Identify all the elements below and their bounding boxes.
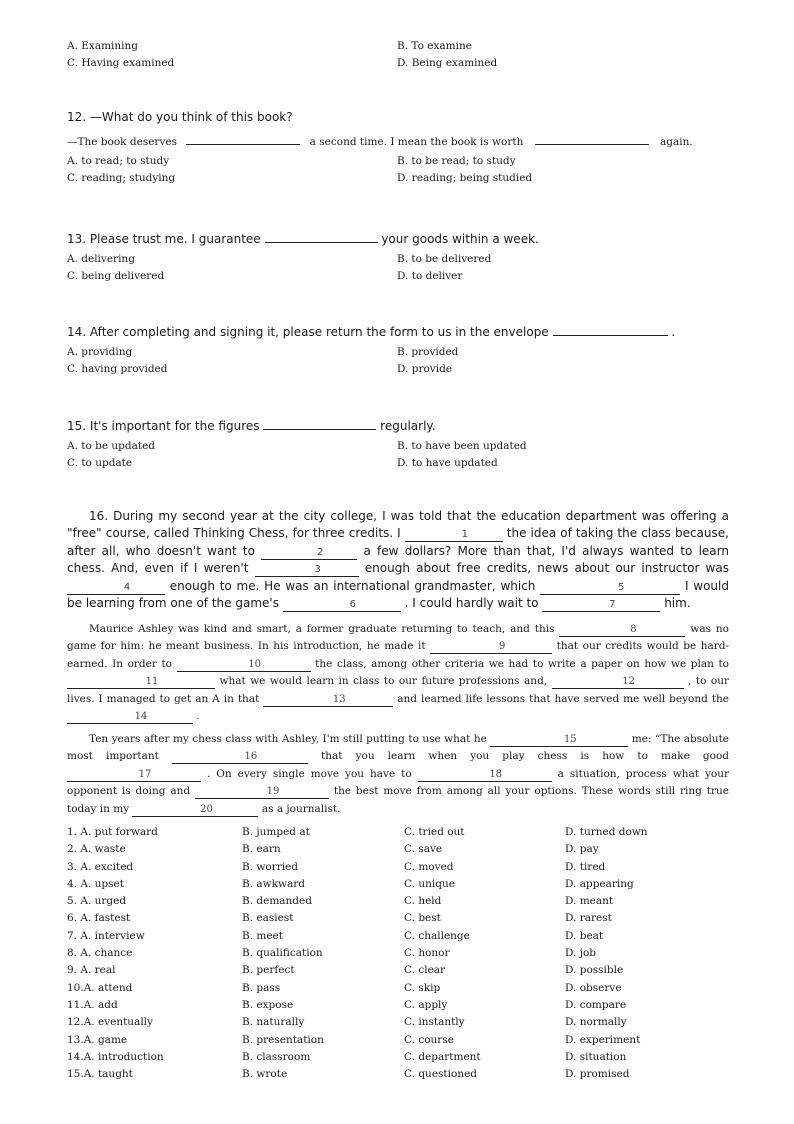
q14-stem-a: 14. After completing and signing it, please return the form to us in the envelope — [67, 325, 549, 339]
cloze-blank-15: 15 — [490, 733, 628, 747]
p3-text-7: as a journalist. — [261, 802, 341, 815]
cloze-blank-1: 1 — [405, 528, 503, 542]
passage-paragraph-2 — [67, 621, 729, 725]
p3-text-6: the best move from among all your options. These words still ring true today in my — [67, 785, 729, 815]
p3-text-5: a situation, process what your opponent is doing and — [67, 767, 729, 798]
passage-paragraph-1 — [67, 508, 729, 612]
p2-text-4: the class, among other criteria we had to write a paper on how we plan to — [315, 657, 729, 670]
q12-option-d: D. reading; being studied — [397, 172, 533, 184]
answer-row — [67, 1068, 729, 1085]
p1-text-5: enough to me. He was an international grandmaster, which — [169, 578, 536, 593]
answer-option-a: 13.A. game — [67, 1033, 128, 1046]
answer-option-d: D. tired — [565, 860, 606, 873]
q14-stem — [67, 322, 729, 339]
q12-blank-1 — [186, 131, 300, 145]
answer-row — [67, 964, 729, 981]
answer-option-b: B. worried — [242, 860, 299, 873]
answer-option-b: B. earn — [242, 843, 281, 856]
q15-stem-b: regularly. — [380, 419, 436, 433]
answer-option-b: B. wrote — [242, 1068, 288, 1081]
p2-text-6: , to our lives. I managed to get an A in that — [67, 675, 730, 705]
answer-row — [67, 982, 729, 999]
answer-option-a: 12.A. eventually — [67, 1016, 153, 1029]
answer-option-d: D. beat — [565, 929, 604, 942]
answer-option-c: C. apply — [404, 998, 448, 1011]
cloze-blank-5: 5 — [540, 581, 680, 595]
q13-option-c: C. being delivered — [67, 270, 165, 282]
answer-option-b: B. pass — [242, 981, 281, 994]
answer-row — [67, 861, 729, 878]
answer-option-d: D. observe — [565, 981, 622, 994]
q15-stem-a: 15. It's important for the figures — [67, 419, 260, 433]
q11-option-a: A. Examining — [67, 40, 139, 52]
q14-option-d: D. provide — [397, 363, 453, 375]
answer-row — [67, 1016, 729, 1033]
answer-option-a: 9. A. real — [67, 964, 116, 977]
p2-text-7: and learned life lessons that have served me well beyond the — [397, 692, 730, 705]
q12-dialogue-a: —The book deserves — [67, 136, 177, 148]
cloze-blank-19: 19 — [195, 785, 329, 799]
cloze-blank-17: 17 — [67, 768, 201, 782]
cloze-blank-13: 13 — [263, 693, 393, 707]
answer-option-c: C. tried out — [404, 826, 465, 838]
answer-row — [67, 843, 729, 860]
answer-choices — [67, 826, 729, 1085]
answer-option-d: D. situation — [565, 1050, 627, 1063]
answer-option-d: D. normally — [565, 1016, 627, 1029]
answer-option-c: C. department — [404, 1050, 481, 1063]
q12-dialogue-c: again. — [660, 136, 693, 148]
answer-option-b: B. classroom — [242, 1050, 311, 1063]
cloze-blank-14: 14 — [67, 710, 193, 724]
answer-row — [67, 912, 729, 929]
answer-option-d: D. pay — [565, 843, 599, 856]
q14-option-c: C. having provided — [67, 363, 168, 375]
answer-option-a: 7. A. interview — [67, 929, 145, 942]
q14-stem-b: . — [671, 325, 676, 339]
answer-option-c: C. instantly — [404, 1016, 465, 1029]
answer-option-c: C. course — [404, 1033, 454, 1046]
answer-row — [67, 878, 729, 895]
answer-option-b: B. naturally — [242, 1016, 305, 1029]
question-13 — [67, 229, 729, 287]
answer-option-c: C. questioned — [404, 1068, 478, 1081]
q15-option-d: D. to have updated — [397, 457, 498, 469]
answer-row — [67, 895, 729, 912]
answer-option-d: D. possible — [565, 964, 624, 977]
answer-option-b: B. perfect — [242, 964, 295, 977]
answer-option-b: B. jumped at — [242, 826, 310, 838]
q11-options — [67, 40, 729, 74]
cloze-blank-12: 12 — [552, 675, 684, 689]
answer-row — [67, 826, 729, 843]
q15-option-a: A. to be updated — [67, 440, 156, 452]
cloze-blank-9: 9 — [430, 640, 552, 654]
answer-option-d: D. compare — [565, 998, 627, 1011]
answer-option-c: C. honor — [404, 947, 450, 960]
answer-option-c: C. challenge — [404, 929, 470, 942]
p3-text-1: Ten years after my chess class with Ashley, I'm still putting to use what he — [89, 733, 487, 745]
p2-text-1: Maurice Ashley was kind and smart, a former graduate returning to teach, and this — [89, 623, 555, 635]
q13-stem-b: your goods within a week. — [381, 232, 539, 246]
p2-text-2: was no game for him: he meant business. In his introduction, he made it — [67, 623, 729, 653]
answer-row — [67, 930, 729, 947]
q12-stem: 12. —What do you think of this book? — [67, 110, 293, 124]
q12-option-a: A. to read; to study — [67, 155, 170, 167]
cloze-blank-7: 7 — [542, 598, 660, 612]
q15-blank — [263, 416, 376, 430]
cloze-blank-10: 10 — [177, 658, 311, 672]
answer-option-a: 10.A. attend — [67, 981, 133, 994]
answer-row — [67, 999, 729, 1016]
p1-text-8: him. — [664, 596, 691, 611]
answer-option-c: C. best — [404, 912, 441, 925]
cloze-blank-3: 3 — [255, 563, 359, 577]
answer-option-a: 14.A. introduction — [67, 1050, 164, 1063]
answer-option-c: C. save — [404, 843, 443, 856]
answer-option-d: D. job — [565, 947, 597, 960]
answer-option-b: B. easiest — [242, 912, 294, 925]
answer-option-a: 1. A. put forward — [67, 826, 158, 838]
q15-stem — [67, 416, 729, 433]
passage-paragraph-3 — [67, 731, 729, 818]
q13-stem-a: 13. Please trust me. I guarantee — [67, 232, 261, 246]
cloze-blank-16: 16 — [172, 750, 308, 764]
p1-text-6: I would be learning from one of the game's — [67, 578, 729, 611]
answer-option-a: 8. A. chance — [67, 947, 133, 960]
q15-option-c: C. to update — [67, 457, 133, 469]
p1-text-3: a few dollars? More than that, I'd always wanted to learn chess. And, even if I weren't — [67, 543, 729, 576]
cloze-blank-4: 4 — [67, 581, 165, 595]
q14-blank — [553, 322, 668, 336]
answer-option-a: 11.A. add — [67, 998, 118, 1011]
answer-option-b: B. awkward — [242, 877, 305, 890]
q13-option-a: A. delivering — [67, 253, 135, 265]
p3-text-3: that you learn when you play chess is how to make good — [321, 750, 729, 763]
cloze-blank-18: 18 — [418, 768, 552, 782]
answer-option-a: 5. A. urged — [67, 895, 127, 908]
question-14 — [67, 322, 729, 380]
answer-option-c: C. held — [404, 895, 442, 908]
answer-option-b: B. expose — [242, 998, 294, 1011]
answer-option-c: C. unique — [404, 877, 455, 890]
answer-option-d: D. turned down — [565, 826, 648, 838]
answer-option-a: 3. A. excited — [67, 860, 134, 873]
answer-option-c: C. moved — [404, 860, 454, 873]
answer-option-b: B. qualification — [242, 947, 323, 960]
p3-text-2: me: “The absolute most important — [67, 733, 729, 763]
answer-option-b: B. presentation — [242, 1033, 324, 1046]
p2-text-3: that our credits would be hard-earned. In order to — [67, 640, 730, 670]
question-15 — [67, 416, 729, 474]
answer-option-d: D. meant — [565, 895, 614, 908]
question-12 — [67, 110, 729, 189]
q11-option-c: C. Having examined — [67, 57, 175, 69]
answer-option-b: B. meet — [242, 929, 283, 942]
answer-option-d: D. appearing — [565, 877, 634, 890]
q13-stem — [67, 229, 729, 246]
q13-option-b: B. to be delivered — [397, 253, 492, 265]
cloze-blank-11: 11 — [67, 675, 215, 689]
answer-option-a: 6. A. fastest — [67, 912, 131, 925]
answer-option-c: C. clear — [404, 964, 446, 977]
q12-dialogue — [67, 131, 729, 148]
answer-option-b: B. demanded — [242, 895, 312, 908]
p2-text-8: . — [196, 710, 200, 723]
p3-text-4: . On every single move you have to — [206, 767, 412, 780]
answer-row — [67, 947, 729, 964]
answer-option-d: D. rarest — [565, 912, 612, 925]
q11-option-d: D. Being examined — [397, 57, 498, 69]
cloze-blank-2: 2 — [261, 546, 357, 560]
answer-row — [67, 1051, 729, 1068]
answer-option-a: 15.A. taught — [67, 1068, 133, 1081]
cloze-blank-6: 6 — [283, 598, 401, 612]
cloze-blank-20: 20 — [132, 803, 258, 817]
p1-text-4: enough about free credits, news about our instructor was — [364, 561, 729, 576]
answer-option-d: D. experiment — [565, 1033, 641, 1046]
q14-option-a: A. providing — [67, 346, 133, 358]
answer-row — [67, 1034, 729, 1051]
q12-option-c: C. reading; studying — [67, 172, 176, 184]
answer-option-a: 2. A. waste — [67, 843, 126, 856]
p1-text-1: 16. During my second year at the city college, I was told that the education department was offering a "free" course, called Thinking Chess, for three credits. I — [67, 509, 729, 541]
q11-option-b: B. To examine — [397, 40, 472, 52]
p2-text-5: what we would learn in class to our future professions and, — [219, 675, 548, 688]
answer-option-c: C. skip — [404, 981, 441, 994]
cloze-blank-8: 8 — [559, 623, 685, 637]
answer-option-a: 4. A. upset — [67, 877, 124, 890]
answer-option-d: D. promised — [565, 1068, 630, 1081]
q12-blank-2 — [535, 131, 649, 145]
q15-option-b: B. to have been updated — [397, 440, 527, 452]
p1-text-2: the idea of taking the class because, after all, who doesn't want to — [67, 526, 729, 558]
q13-blank — [265, 229, 378, 243]
p1-text-7: . I could hardly wait to — [404, 596, 539, 611]
q14-option-b: B. provided — [397, 346, 459, 358]
q12-option-b: B. to be read; to study — [397, 155, 516, 167]
q12-dialogue-b: a second time. I mean the book is worth — [309, 136, 524, 148]
q13-option-d: D. to deliver — [397, 270, 463, 282]
